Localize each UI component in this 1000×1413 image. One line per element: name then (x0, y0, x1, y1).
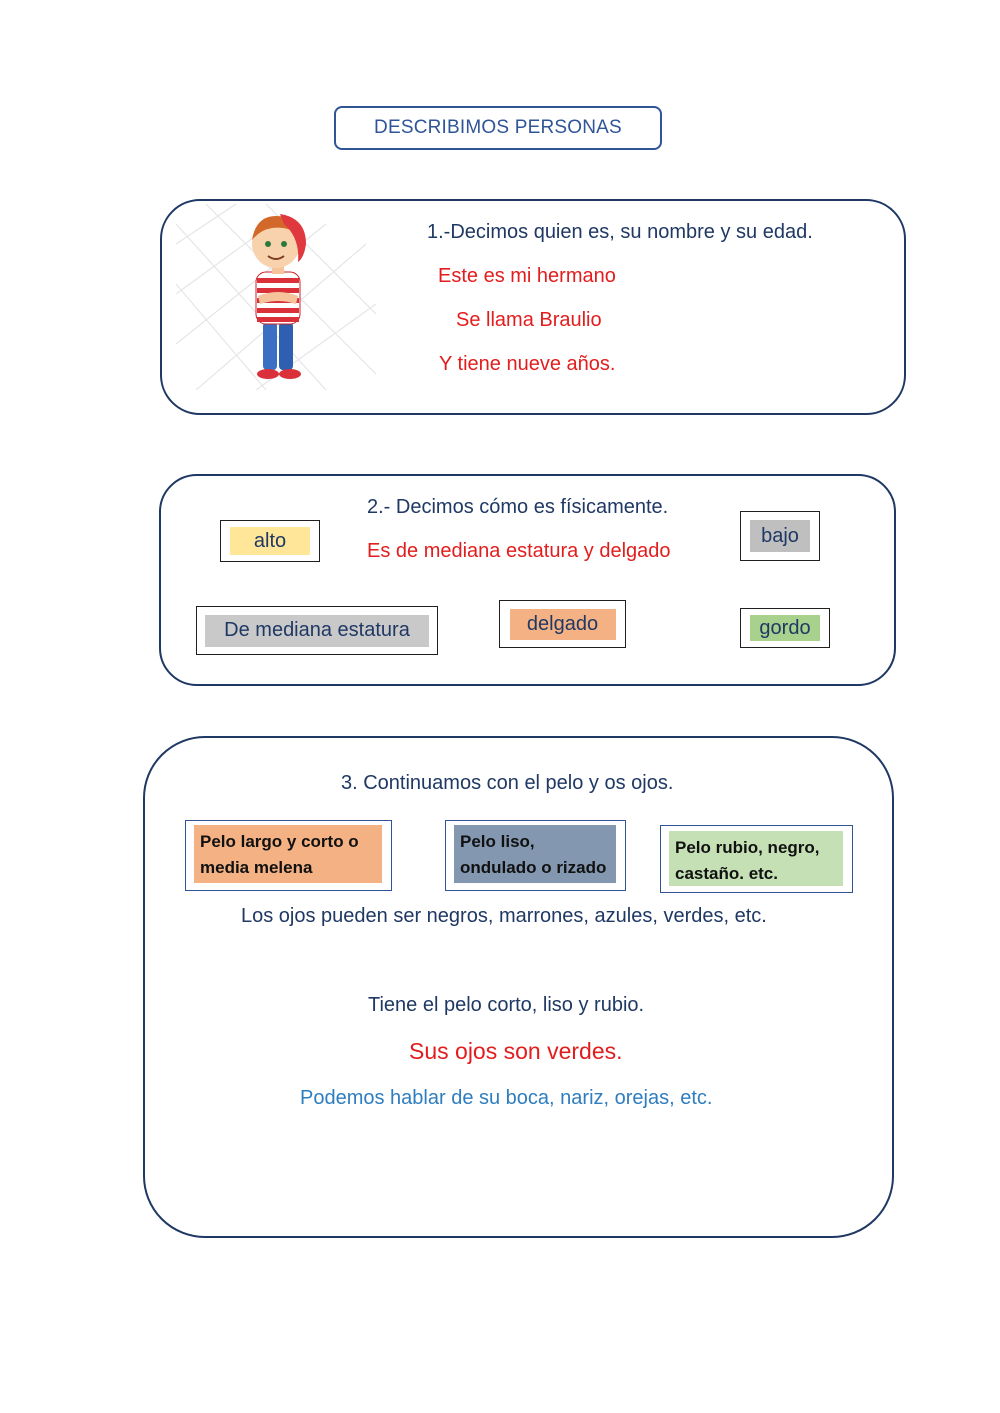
hair-answer: Tiene el pelo corto, liso y rubio. (368, 994, 645, 1016)
tag-mediana-estatura[interactable] (196, 606, 438, 655)
section-1-line-2: Se llama Braulio (456, 309, 602, 331)
hair-length-label: Pelo largo y corto o media melena (194, 825, 382, 883)
section-1-line-3: Y tiene nueve años. (439, 353, 616, 375)
hair-color-label: Pelo rubio, negro, castaño. etc. (669, 831, 843, 886)
hair-type-box[interactable] (445, 820, 626, 891)
extra-text: Podemos hablar de su boca, nariz, orejas, etc. (300, 1087, 713, 1109)
section-3-heading: 3. Continuamos con el pelo y os ojos. (341, 772, 674, 794)
section-3-panel (143, 736, 894, 1238)
eyes-text: Los ojos pueden ser negros, marrones, azules, verdes, etc. (241, 905, 767, 927)
section-1-line-1: Este es mi hermano (438, 265, 616, 287)
section-2-heading: 2.- Decimos cómo es físicamente. (367, 496, 669, 518)
tag-alto[interactable] (220, 520, 320, 562)
tag-bajo[interactable] (740, 511, 820, 561)
boy-illustration-icon (176, 204, 376, 390)
section-1-heading: 1.-Decimos quien es, su nombre y su edad. (427, 221, 813, 243)
hair-length-box[interactable] (185, 820, 392, 891)
tag-mediana-estatura-label: De mediana estatura (205, 615, 429, 647)
tag-bajo-label: bajo (750, 520, 810, 552)
hair-type-label: Pelo liso, ondulado o rizado (454, 825, 616, 883)
tag-gordo[interactable] (740, 608, 830, 648)
hair-color-box[interactable] (660, 825, 853, 893)
eyes-answer: Sus ojos son verdes. (409, 1038, 623, 1064)
page-title: DESCRIBIMOS PERSONAS (334, 106, 662, 150)
tag-gordo-label: gordo (750, 615, 820, 641)
tag-delgado[interactable] (499, 600, 626, 648)
tag-delgado-label: delgado (510, 609, 616, 640)
section-2-answer: Es de mediana estatura y delgado (367, 540, 671, 562)
tag-alto-label: alto (230, 527, 310, 555)
